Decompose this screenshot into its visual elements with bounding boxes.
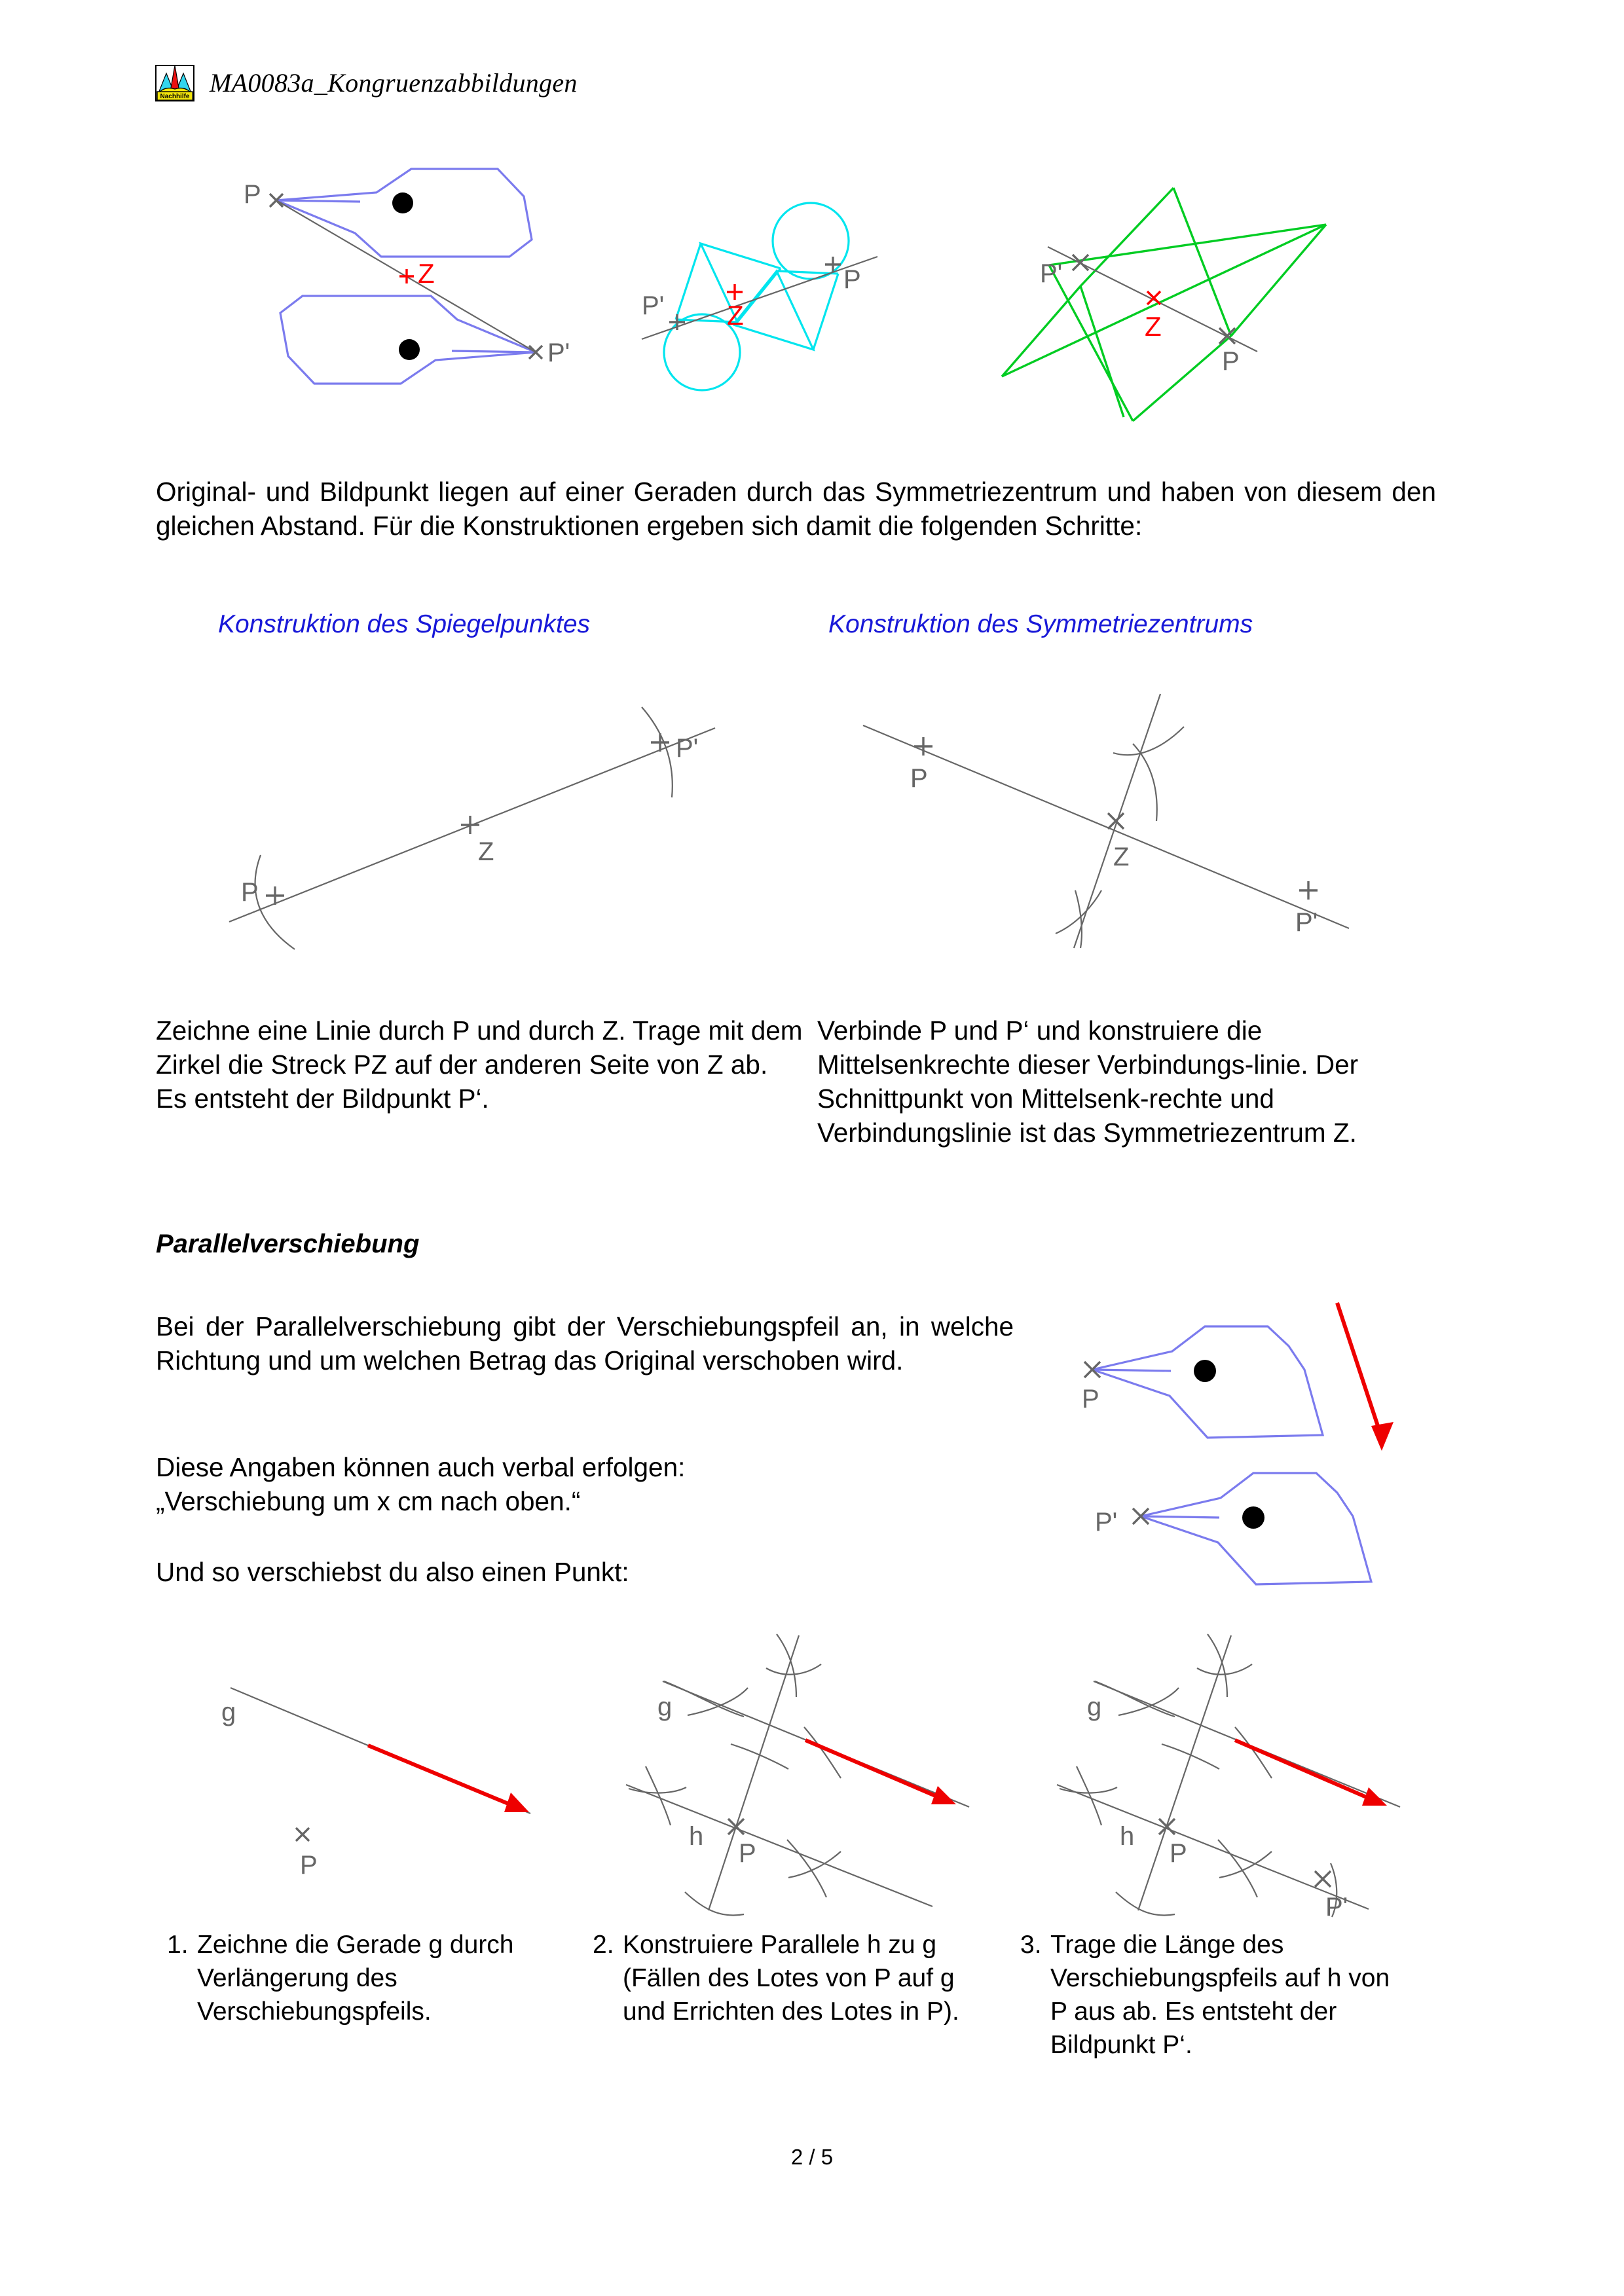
figure-step-1	[190, 1604, 570, 1880]
figure-construction-spiegelpunkt	[223, 687, 720, 949]
step3-label-g: g	[1087, 1692, 1102, 1721]
column-right-text: Verbinde P und P‘ und konstruiere die Mittelsenkrechte dieser Verbindungs-linie. Der Schnittpunkt von Mittelsenk-rechte und Verbindungslinie ist das Symmetriezentrum Z.	[817, 1015, 1359, 1148]
logo-label: Nachhilfe	[160, 93, 190, 100]
figure2-label-z: Z	[727, 300, 744, 331]
figure2-label-p-prime: P'	[642, 291, 665, 320]
step1-label-g: g	[221, 1698, 236, 1726]
figure-step-2	[616, 1604, 982, 1892]
step-caption-1	[167, 1928, 547, 2028]
step2-label-g: g	[657, 1692, 673, 1721]
step3-label-p: P	[1170, 1839, 1187, 1868]
document-header	[155, 63, 578, 102]
translation-label-p: P	[1082, 1385, 1099, 1413]
intro-paragraph: Original- und Bildpunkt liegen auf einer Geraden durch das Symmetriezentrum und haben von diesem den gleichen Abstand. Für die Konstruktionen ergeben sich damit die folgenden Schritte:	[156, 477, 1436, 541]
construction-left-label-p-prime: P'	[676, 734, 699, 763]
figure1-label-p: P	[244, 180, 261, 209]
step-2-number: 2.	[593, 1931, 614, 1959]
figure3-label-z: Z	[1145, 311, 1162, 342]
section-paragraph-1: Bei der Parallelverschiebung gibt der Verschiebungspfeil an, in welche Richtung und um welchen Betrag das Original verschoben wird.	[156, 1311, 1014, 1376]
construction-left-label-z: Z	[478, 837, 494, 866]
subheading-spiegelpunkt: Konstruktion des Spiegelpunktes	[218, 610, 591, 638]
figure-point-reflection-fish	[242, 157, 609, 432]
step2-label-h: h	[689, 1822, 704, 1851]
translation-label-p-prime: P'	[1095, 1508, 1118, 1537]
section-paragraph-2-line2: „Verschiebung um x cm nach oben.“	[156, 1486, 581, 1516]
subheading-symmetriezentrum: Konstruktion des Symmetriezentrums	[828, 610, 1253, 638]
step2-label-p: P	[739, 1839, 756, 1868]
step-1-number: 1.	[167, 1931, 189, 1959]
figure-point-reflection-cyan	[629, 183, 917, 412]
figure-translation-fish	[1048, 1283, 1434, 1552]
figure3-label-p-prime: P'	[1040, 259, 1063, 288]
figure3-label-p: P	[1222, 347, 1240, 376]
step1-label-p: P	[300, 1851, 318, 1880]
step-1-text: Zeichne die Gerade g durch Verlängerung des Verschiebungspfeils.	[197, 1931, 514, 2026]
document-title: MA0083a_Kongruenzabbildungen	[210, 67, 578, 98]
construction-right-label-p-prime: P'	[1295, 908, 1318, 937]
section-title-parallelverschiebung: Parallelverschiebung	[156, 1230, 420, 1258]
figure-construction-symmetriezentrum	[825, 674, 1362, 949]
construction-right-label-z: Z	[1113, 843, 1130, 871]
step-caption-3	[1020, 1928, 1400, 2062]
figure2-label-p: P	[843, 265, 861, 294]
figure1-label-p-prime: P'	[547, 338, 570, 367]
section-paragraph-3: Und so verschiebst du also einen Punkt:	[156, 1557, 629, 1587]
page-number: 2 / 5	[790, 2145, 834, 2169]
step-caption-2	[593, 1928, 972, 2028]
construction-right-label-p: P	[910, 764, 928, 793]
construction-left-label-p: P	[241, 878, 259, 907]
figure1-label-z: Z	[418, 258, 435, 289]
step-2-text: Konstruiere Parallele h zu g (Fällen des Lotes von P auf g und Errichten des Lotes in P).	[623, 1931, 959, 2026]
section-paragraph-2-line1: Diese Angaben können auch verbal erfolgen:	[156, 1452, 686, 1482]
figure-step-3	[1041, 1604, 1434, 1922]
step-3-text: Trage die Länge des Verschiebungspfeils auf h von P aus ab. Es entsteht der Bildpunkt P‘.	[1050, 1931, 1390, 2059]
step3-label-h: h	[1120, 1822, 1135, 1851]
column-left-text: Zeichne eine Linie durch P und durch Z. Trage mit dem Zirkel die Streck PZ auf der anderen Seite von Z ab. Es entsteht der Bildpunkt P‘.	[156, 1015, 803, 1114]
figure-point-reflection-green	[1002, 173, 1329, 422]
step3-label-p-prime: P'	[1325, 1893, 1348, 1922]
nachhilfe-logo-icon	[155, 63, 195, 102]
step-3-number: 3.	[1020, 1931, 1042, 1959]
